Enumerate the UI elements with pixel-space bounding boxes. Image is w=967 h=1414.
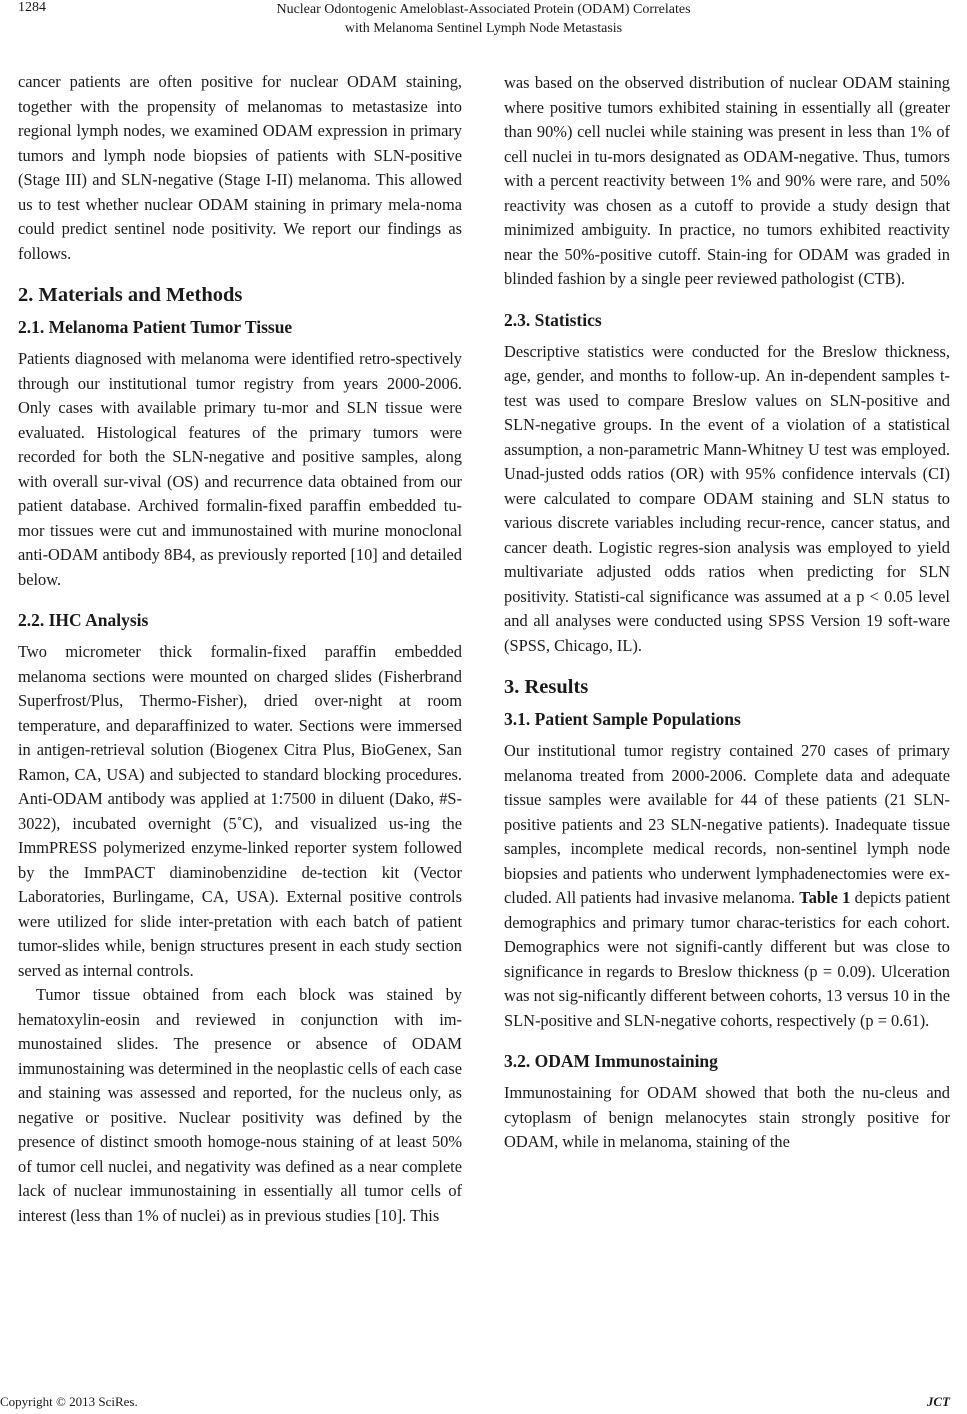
section-3-2-paragraph: Immunostaining for ODAM showed that both the nu-cleus and cytoplasm of benign melanocytes stain strongly positive for ODAM, while in melanoma, staining of the xyxy=(504,1083,950,1151)
continuation-paragraph: was based on the observed distribution of nuclear ODAM staining where positive tumors exhibited staining in essentially all (greater than 90%) cell nuclei while staining was present in less than 1% of cell nuclei in tu-mors designated as ODAM-negative. Thus, tumors with a percent reactivity between 1% and 90% were rare, and 50% reactivity was chosen as a cutoff to provide a study design that minimized ambiguity. In practice, no tumors exhibited reactivity near the 50%-positive cutoff. Stain-ing for ODAM was graded in blinded fashion by a single peer reviewed pathologist (CTB). xyxy=(504,73,950,288)
intro-paragraph: cancer patients are often positive for nuclear ODAM staining, together with the propensity of melanomas to metastasize into regional lymph nodes, we examined ODAM expression in primary tumors and lymph node biopsies of patients with SLN-positive (Stage III) and SLN-negative (Stage I-II) melanoma. This allowed us to test whether nuclear ODAM staining in primary mela-noma could predict sentinel node positivity. We report our findings as follows. xyxy=(18,72,462,263)
journal-abbreviation: JCT xyxy=(926,1394,950,1409)
copyright-notice: Copyright © 2013 SciRes. xyxy=(0,1394,138,1409)
right-column xyxy=(504,71,950,1155)
section-2-1-title: 2.1. Melanoma Patient Tumor Tissue xyxy=(18,317,293,337)
section-2-3-title: 2.3. Statistics xyxy=(504,309,602,330)
left-column xyxy=(18,70,462,1228)
section-2-3-paragraph: Descriptive statistics were conducted for the Breslow thickness, age, gender, and months to follow-up. An in-dependent samples t-test was used to compare Breslow values on SLN-positive and SLN-negative groups. In the event of a violation of a statistical assumption, a non-parametric Mann-Whitney U test was employed. Unad-justed odds ratios (OR) with 95% confidence intervals (CI) were calculated to compare ODAM staining and SLN status to various discrete variables including recur-rence, cancer status, and cancer death. Logistic regres-sion analysis was employed to yield multivariate adjusted odds ratios when predicting for SLN positivity. Statisti-cal significance was assumed at a p < 0.05 level and all analyses were conducted using SPSS Version 19 soft-ware (SPSS, Chicago, IL). xyxy=(504,341,950,655)
section-3-2-title: 3.2. ODAM Immunostaining xyxy=(504,1051,718,1071)
running-title-line1: Nuclear Odontogenic Ameloblast-Associated Protein (ODAM) Correlates xyxy=(276,2,691,17)
section-3-1-text-b: depicts patient demographics and primary tumor charac-teristics for each cohort. Demographics were not signifi-cantly different but was close to significance in regards to Breslow thickness (p = 0.09). Ulceration was not sig-nificantly different between cohorts, 13 versus 10 in the SLN-positive and SLN-negative cohorts, respectively (p = 0.61). xyxy=(504,888,950,1030)
section-3-1-paragraph xyxy=(504,739,950,1033)
section-2-2-paragraph-2: Tumor tissue obtained from each block was stained by hematoxylin-eosin and reviewed in conjunction with im-munostained slides. The presence or absence of ODAM immunostaining was determined in the neoplastic cells of each case and staining was assessed and reported, for the nucleus only, as negative or positive. Nuclear positivity was defined by the presence of distinct smooth homoge-nous staining of at least 50% of tumor cell nuclei, and negativity was defined as a near complete lack of nuclear immunostaining in essentially all tumor cells of interest (less than 1% of nuclei) as in previous studies [10]. This xyxy=(18,985,462,1225)
section-2-1-paragraph: Patients diagnosed with melanoma were identified retro-spectively through our institutional tumor registry from years 2000-2006. Only cases with available primary tu-mor and SLN tissue were evaluated. Histological features of the primary tumors were recorded for both the SLN-negative and positive samples, along with overall sur-vival (OS) and recurrence data obtained from our patient database. Archived formalin-fixed paraffin embedded tu-mor tissues were cut and immunostained with murine monoclonal anti-ODAM antibody 8B4, as previously reported [10] and detailed below. xyxy=(18,349,462,589)
section-3-1-text-a: Our institutional tumor registry contained 270 cases of primary melanoma treated from 2000-2006. Complete data and adequate tissue samples were available for 44 of these patients (21 SLN-positive patients and 23 SLN-negative patients). Inadequate tissue samples, incomplete medical records, non-sentinel lymph node biopsies and patients who underwent lymphadenectomies were ex-cluded. All patients had invasive melanoma. xyxy=(504,741,950,907)
section-3-1-title: 3.1. Patient Sample Populations xyxy=(504,709,741,729)
section-2-2-title: 2.2. IHC Analysis xyxy=(18,610,149,630)
running-title-line2: with Melanoma Sentinel Lymph Node Metastasis xyxy=(344,21,623,36)
running-title xyxy=(0,0,967,38)
section-3-title: 3. Results xyxy=(504,676,589,698)
section-2-2-paragraph-1: Two micrometer thick formalin-fixed paraffin embedded melanoma sections were mounted on charged slides (Fisherbrand Superfrost/Plus, Thermo-Fisher), dried over-night at room temperature, and deparaffinized to water. Sections were immersed in antigen-retrieval solution (Biogenex Citra Plus, BioGenex, San Ramon, CA, USA) and subjected to standard blocking procedures. Anti-ODAM antibody was applied at 1:7500 in diluent (Dako, #S-3022), incubated overnight (5˚C), and visualized us-ing the ImmPRESS polymerized enzyme-linked reporter system followed by the ImmPACT diaminobenzidine de-tection kit (Vector Laboratories, Burlingame, CA, USA). External positive controls were utilized for slide inter-pretation with each batch of patient tumor-slides while, benign structures present in each study section served as internal controls. xyxy=(18,642,462,980)
table-1-reference: Table 1 xyxy=(799,888,851,907)
section-2-title: 2. Materials and Methods xyxy=(18,284,243,306)
page-number: 1284 xyxy=(18,0,46,15)
